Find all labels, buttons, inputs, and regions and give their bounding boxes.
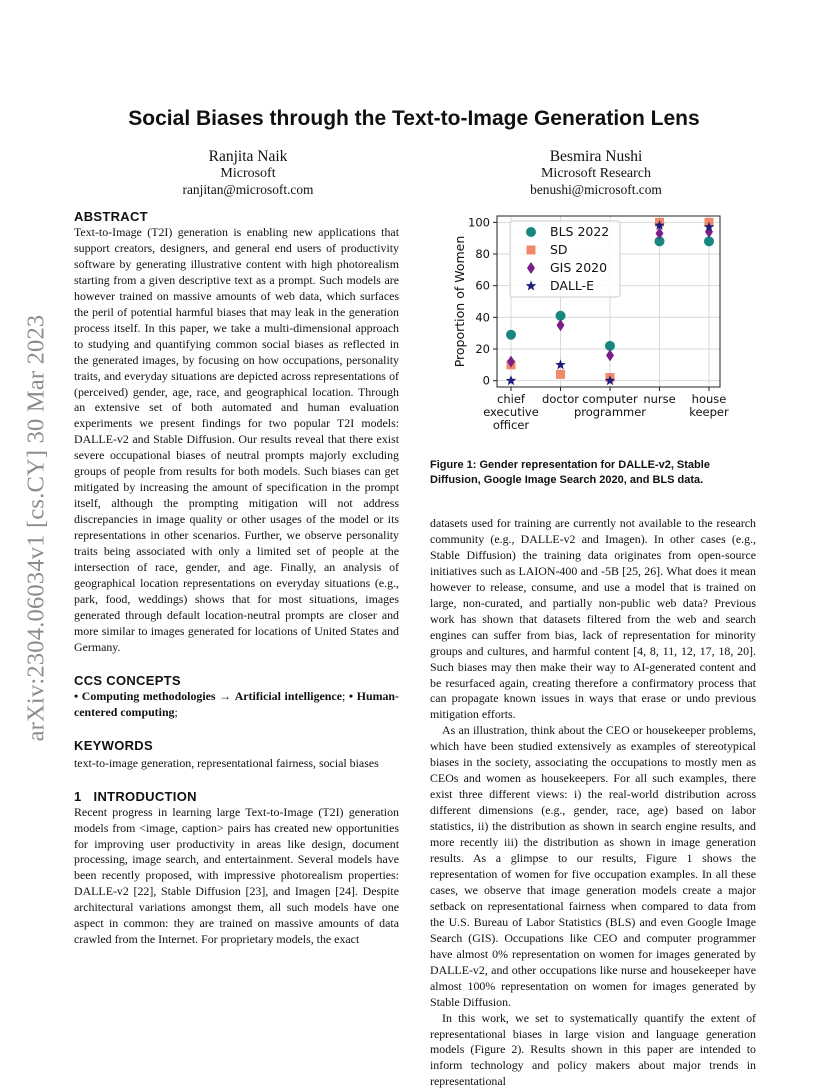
section-title: INTRODUCTION xyxy=(93,788,197,804)
legend-entry: DALL-E xyxy=(550,278,595,293)
x-tick-label: computer programmer xyxy=(573,392,647,419)
arxiv-stamp xyxy=(24,283,48,773)
author-block xyxy=(481,147,711,198)
x-tick-label: chief executive officer xyxy=(483,392,539,432)
section-number: 1 xyxy=(74,788,82,804)
author-block xyxy=(133,147,363,198)
ccs-bullet-icon: • xyxy=(348,688,357,703)
author-email: ranjitan@microsoft.com xyxy=(182,182,314,197)
abstract-text: Text-to-Image (T2I) generation is enabling new applications that support creators, designers, and general end users of productivity software by generating illustrative content with high photorealism starting from a given descriptive text as a prompt. Such models are however trained on massive amounts of web data, which surfaces the peril of potential harmful biases that may leak in the generation process itself. In this paper, we take a multi-dimensional approach to studying and quantifying common social biases as reflected in the generated images, by focusing on how occupations, personality traits, and everyday situations are depicted across representations of (perceived) gender, age, race, and geographical location. Through an extensive set of both automated and human evaluation experiments we present findings for two popular T2I models: DALLE-v2 and Stable Diffusion. Our results reveal that there exist severe occupational biases of neutral prompts majorly excluding groups of people from results for both models. Such biases can get mitigated by increasing the amount of specification in the prompt itself, although the prompting mitigation will not address discrepancies in image quality or other usages of the model or its representations in other scenarios. Further, we observe personality traits being associated with only a limited set of people at the intersection of race, gender, and age. Finally, an analysis of geographical location representations on everyday situations (e.g., park, food, weddings) shows that for most situations, images generated through default location-neutral prompts are closer and more similar to images generated for locations of United States and Germany. xyxy=(74,225,399,654)
y-tick-label: 0 xyxy=(482,373,490,388)
author-name: Ranjita Naik xyxy=(208,148,288,165)
ccs-separator: ; xyxy=(174,704,178,719)
gender-representation-chart xyxy=(430,208,756,458)
keywords-heading: KEYWORDS xyxy=(74,737,153,753)
author-name: Besmira Nushi xyxy=(549,148,643,165)
data-point xyxy=(557,319,565,331)
legend-marker xyxy=(526,227,536,237)
abstract-heading: ABSTRACT xyxy=(74,209,148,224)
data-point xyxy=(606,349,614,361)
author-email: benushi@microsoft.com xyxy=(530,182,662,197)
y-tick-label: 60 xyxy=(475,278,490,293)
intro-paragraph-2: As an illustration, think about the CEO or housekeeper problems, which have been studied extensively as examples of stereotypical biases in the society, associating the occupations to mostly men as CEOs and women as housekeepers. For all such examples, there exist three different views: i) the real-world distribution across different dimensions (e.g., gender, race, age) based on labor statistics, ii) the distribution as shown in search engine results, and more recently iii) the distribution as shown in image generation results. As a glimpse to our results, Figure 1 shows the representation of women for five occupation examples. In all these cases, we observe that image generation models create a major setback on representational fairness when compared to data from the U.S. Bureau of Labor Statistics (BLS) and even Google Image Search (GIS). Occupations like CEO and computer programmer have almost 0% representation on women for images generated by DALLE-v2, and other occupations like nurse and housekeeper have almost 100% representation on women for images generated by Stable Diffusion. xyxy=(430,723,756,1009)
section-heading-introduction xyxy=(74,788,399,805)
figure-caption: Figure 1: Gender representation for DALLE-v2, Stable Diffusion, Google Image Search 2020, and BLS data. xyxy=(430,459,710,486)
y-tick-label: 40 xyxy=(475,310,490,325)
ccs-term: Computing methodologies xyxy=(81,688,216,703)
ccs-term: Artificial intelligence xyxy=(234,688,342,703)
x-tick-label: doctor xyxy=(542,392,579,406)
legend-marker xyxy=(527,246,536,255)
y-tick-label: 80 xyxy=(475,247,490,261)
x-tick-label: house keeper xyxy=(689,392,729,419)
data-point xyxy=(605,341,615,351)
left-column xyxy=(74,208,399,948)
paper-title: Social Biases through the Text-to-Image Generation Lens xyxy=(128,107,700,130)
arrow-icon: → xyxy=(219,688,232,703)
ccs-heading: CCS CONCEPTS xyxy=(74,672,181,688)
legend-entry: BLS 2022 xyxy=(550,224,610,239)
intro-paragraph-1-continued: datasets used for training are currently not available to the research community (e.g., DALLE-v2 and Imagen). In other cases (e.g., Stable Diffusion) the training data originates from open-source initiatives such as LAION-400 and -5B [25, 26]. What does it mean however to release, consume, and use a model that is trained on large, non-curated, and partially non-public web data? Previous work has shown that datasets filtered from the web and search engines can suffer from bias, lack of representation for minority groups and cultures, and harmful content [4, 8, 11, 12, 17, 18, 20]. Such biases may then make their way to AI-generated content and be resurfaced again, creating therefore a confirmatory process that can propagate known issues in ways that erase or undo previous mitigation efforts. xyxy=(430,516,756,722)
y-axis-label: Proportion of Women xyxy=(452,235,467,368)
intro-paragraph-1: Recent progress in learning large Text-to-Image (T2I) generation models from <image, caption> pairs has created new opportunities for improving user productivity in areas like design, document processing, image search, and entertainment. Several models have been recently proposed, with impressive photorealism properties: DALLE-v2 [22], Stable Diffusion [23], and Imagen [24]. Despite architectural variations amongst them, all such models have one aspect in common: they are trained on massive amounts of data crawled from the Internet. For proprietary models, the exact xyxy=(74,804,399,947)
y-tick-label: 100 xyxy=(468,215,490,230)
ccs-separator: ; xyxy=(341,688,346,703)
legend-entry: SD xyxy=(550,242,568,257)
ccs-bullet-icon: • xyxy=(74,688,82,703)
author-affiliation: Microsoft xyxy=(220,166,276,181)
data-point xyxy=(506,330,516,340)
ccs-term: Human-centered computing xyxy=(74,688,399,719)
ccs-concepts xyxy=(74,689,399,721)
right-column xyxy=(430,516,756,1090)
x-tick-label: nurse xyxy=(643,392,676,406)
data-point xyxy=(556,370,565,379)
author-affiliation: Microsoft Research xyxy=(540,166,652,181)
legend-entry: GIS 2020 xyxy=(550,260,608,275)
arxiv-stamp-text: arXiv:2304.06034v1 [cs.CY] 30 Mar 2023 xyxy=(22,314,49,742)
intro-paragraph-3: In this work, we set to systematically quantify the extent of representational biases in large vision and language generation models (Figure 2). Results shown in this paper are intended to inform technology and policy makers about major trends in representational xyxy=(430,1010,756,1089)
y-tick-label: 20 xyxy=(475,342,490,356)
keywords-text: text-to-image generation, representational fairness, social biases xyxy=(74,755,379,770)
